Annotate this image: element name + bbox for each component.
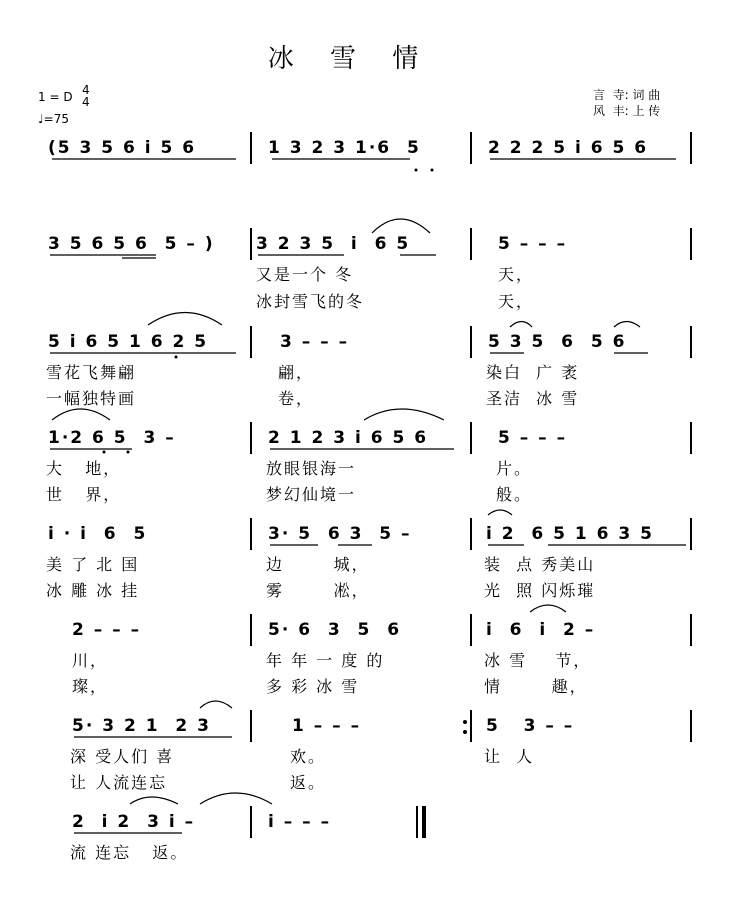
slur xyxy=(530,605,566,612)
row0-seg0: (5 3 5 6 i 5 6 xyxy=(48,138,197,158)
barline xyxy=(690,614,692,646)
row2-lyric2-seg2: 圣洁 冰 雪 xyxy=(486,389,580,408)
row4-lyric1-seg0: 美 了 北 国 xyxy=(46,555,140,574)
barline xyxy=(250,518,252,550)
barline xyxy=(690,326,692,358)
row3-lyric2-seg0: 世 界， xyxy=(46,485,122,504)
slur xyxy=(148,313,222,326)
row5-seg1: 5· 6 3 5 6 xyxy=(268,620,402,640)
row1-seg0: 3 5 6 5 6 5 – ) xyxy=(48,234,215,254)
repeat-dots xyxy=(463,720,467,734)
barline xyxy=(470,132,472,164)
time-signature-top: 4 xyxy=(82,83,90,97)
time-signature xyxy=(82,84,90,108)
row5-seg2: i 6 i 2 – xyxy=(486,620,596,640)
row3-seg2: 5 – – – xyxy=(498,428,568,448)
row1-lyric1-seg1: 又是一个 冬 xyxy=(256,265,354,284)
row6-lyric1-seg1: 欢。 xyxy=(290,747,327,766)
row6-seg0: 5· 3 2 1 2 3 xyxy=(72,716,211,736)
octave-dot xyxy=(415,169,418,172)
row0-seg1: 1 3 2 3 1·6 5 xyxy=(268,138,421,158)
barline xyxy=(250,326,252,358)
row2-lyric1-seg2: 染白 广 袤 xyxy=(486,363,580,382)
row3-lyric1-seg0: 大 地， xyxy=(46,459,122,478)
barline xyxy=(470,228,472,260)
row2-lyric2-seg0: 一幅独特画 xyxy=(46,389,137,408)
row6-seg1: 1 – – – xyxy=(292,716,362,736)
barline xyxy=(250,422,252,454)
row1-lyric1-seg2: 天， xyxy=(498,265,535,284)
repeat-barline xyxy=(470,710,472,742)
slur xyxy=(614,322,640,328)
row2-lyric1-seg0: 雪花飞舞翩 xyxy=(46,363,137,382)
row4-lyric2-seg2: 光 照 闪烁璀 xyxy=(484,581,596,600)
barline xyxy=(690,228,692,260)
final-barline-thick xyxy=(422,806,426,838)
row2-seg0: 5 i 6 5 1 6 2 5 xyxy=(48,332,209,352)
song-title: 冰 雪 情 xyxy=(267,44,433,74)
repeat-dot xyxy=(463,720,467,724)
row0-seg2: 2 2 2 5 i 6 5 6 xyxy=(488,138,649,158)
row7-seg0: 2 i 2 3 i – xyxy=(72,812,196,832)
final-barline-thin xyxy=(416,806,418,838)
barline xyxy=(690,132,692,164)
row6-lyric1-seg0: 深 受人们 喜 xyxy=(70,747,175,766)
row2-seg2: 5 3 5 6 5 6 xyxy=(488,332,627,352)
barline xyxy=(470,422,472,454)
row2-lyric2-seg1: 卷， xyxy=(278,389,315,408)
slur xyxy=(200,793,272,804)
slur xyxy=(364,409,444,420)
octave-dot xyxy=(431,169,434,172)
row5-lyric2-seg2: 情 趣， xyxy=(484,677,588,696)
row7-seg1: i – – – xyxy=(268,812,332,832)
row3-lyric1-seg2: 片。 xyxy=(496,459,533,478)
slur xyxy=(488,510,512,515)
barline xyxy=(470,518,472,550)
barline xyxy=(250,710,252,742)
barline xyxy=(250,806,252,838)
row7-lyric1-seg0: 流 连忘 返。 xyxy=(70,843,189,862)
row6-lyric2-seg1: 返。 xyxy=(290,773,327,792)
row4-lyric1-seg2: 装 点 秀美山 xyxy=(484,555,596,574)
row5-lyric1-seg0: 川， xyxy=(72,651,109,670)
row4-seg0: i · i 6 5 xyxy=(48,524,148,544)
row3-seg0: 1·2 6 5 3 – xyxy=(48,428,176,448)
row3-lyric1-seg1: 放眼银海一 xyxy=(266,459,357,478)
row3-seg1: 2 1 2 3 i 6 5 6 xyxy=(268,428,429,448)
slur xyxy=(200,701,232,708)
repeat-dot xyxy=(463,730,467,734)
octave-dot xyxy=(103,451,106,454)
composer-credit: 风 丰: 上 传 xyxy=(593,104,661,118)
slur xyxy=(372,219,430,233)
slur xyxy=(130,797,178,804)
barline xyxy=(690,710,692,742)
row2-lyric1-seg1: 翩， xyxy=(278,363,315,382)
row5-lyric2-seg0: 璨， xyxy=(72,677,109,696)
time-signature-bottom: 4 xyxy=(82,95,90,109)
row6-seg2: 5 3 – – xyxy=(486,716,575,736)
barline xyxy=(250,614,252,646)
row5-lyric1-seg2: 冰 雪 节， xyxy=(484,651,592,670)
row6-lyric1-seg2: 让 人 xyxy=(484,747,535,766)
lyricist-credit: 言 寺: 词 曲 xyxy=(593,88,661,102)
row3-lyric2-seg2: 般。 xyxy=(496,485,533,504)
row4-lyric2-seg1: 雾 凇， xyxy=(266,581,370,600)
octave-dot xyxy=(127,451,130,454)
row2-seg1: 3 – – – xyxy=(280,332,350,352)
row6-lyric2-seg0: 让 人流连忘 xyxy=(70,773,168,792)
slur xyxy=(510,322,532,328)
row1-seg2: 5 – – – xyxy=(498,234,568,254)
row5-lyric2-seg1: 多 彩 冰 雪 xyxy=(266,677,360,696)
row1-lyric2-seg1: 冰封雪飞的冬 xyxy=(256,292,365,311)
row4-lyric2-seg0: 冰 雕 冰 挂 xyxy=(46,581,140,600)
row1-lyric2-seg2: 天， xyxy=(498,292,535,311)
barline xyxy=(690,422,692,454)
row5-seg0: 2 – – – xyxy=(72,620,142,640)
row4-seg1: 3· 5 6 3 5 – xyxy=(268,524,412,544)
key-signature: 1 = D xyxy=(38,90,73,104)
barline xyxy=(250,228,252,260)
row1-seg1: 3 2 3 5 i 6 5 xyxy=(256,234,411,254)
barline xyxy=(470,614,472,646)
slur xyxy=(52,409,110,420)
octave-dot xyxy=(175,356,178,359)
barline xyxy=(470,326,472,358)
row5-lyric1-seg1: 年 年 一 度 的 xyxy=(266,651,385,670)
row4-lyric1-seg1: 边 城， xyxy=(266,555,370,574)
barline xyxy=(690,518,692,550)
tempo-marking: ♩=75 xyxy=(38,112,69,126)
row3-lyric2-seg1: 梦幻仙境一 xyxy=(266,485,357,504)
row4-seg2: i 2 6 5 1 6 3 5 xyxy=(486,524,654,544)
barline xyxy=(250,132,252,164)
